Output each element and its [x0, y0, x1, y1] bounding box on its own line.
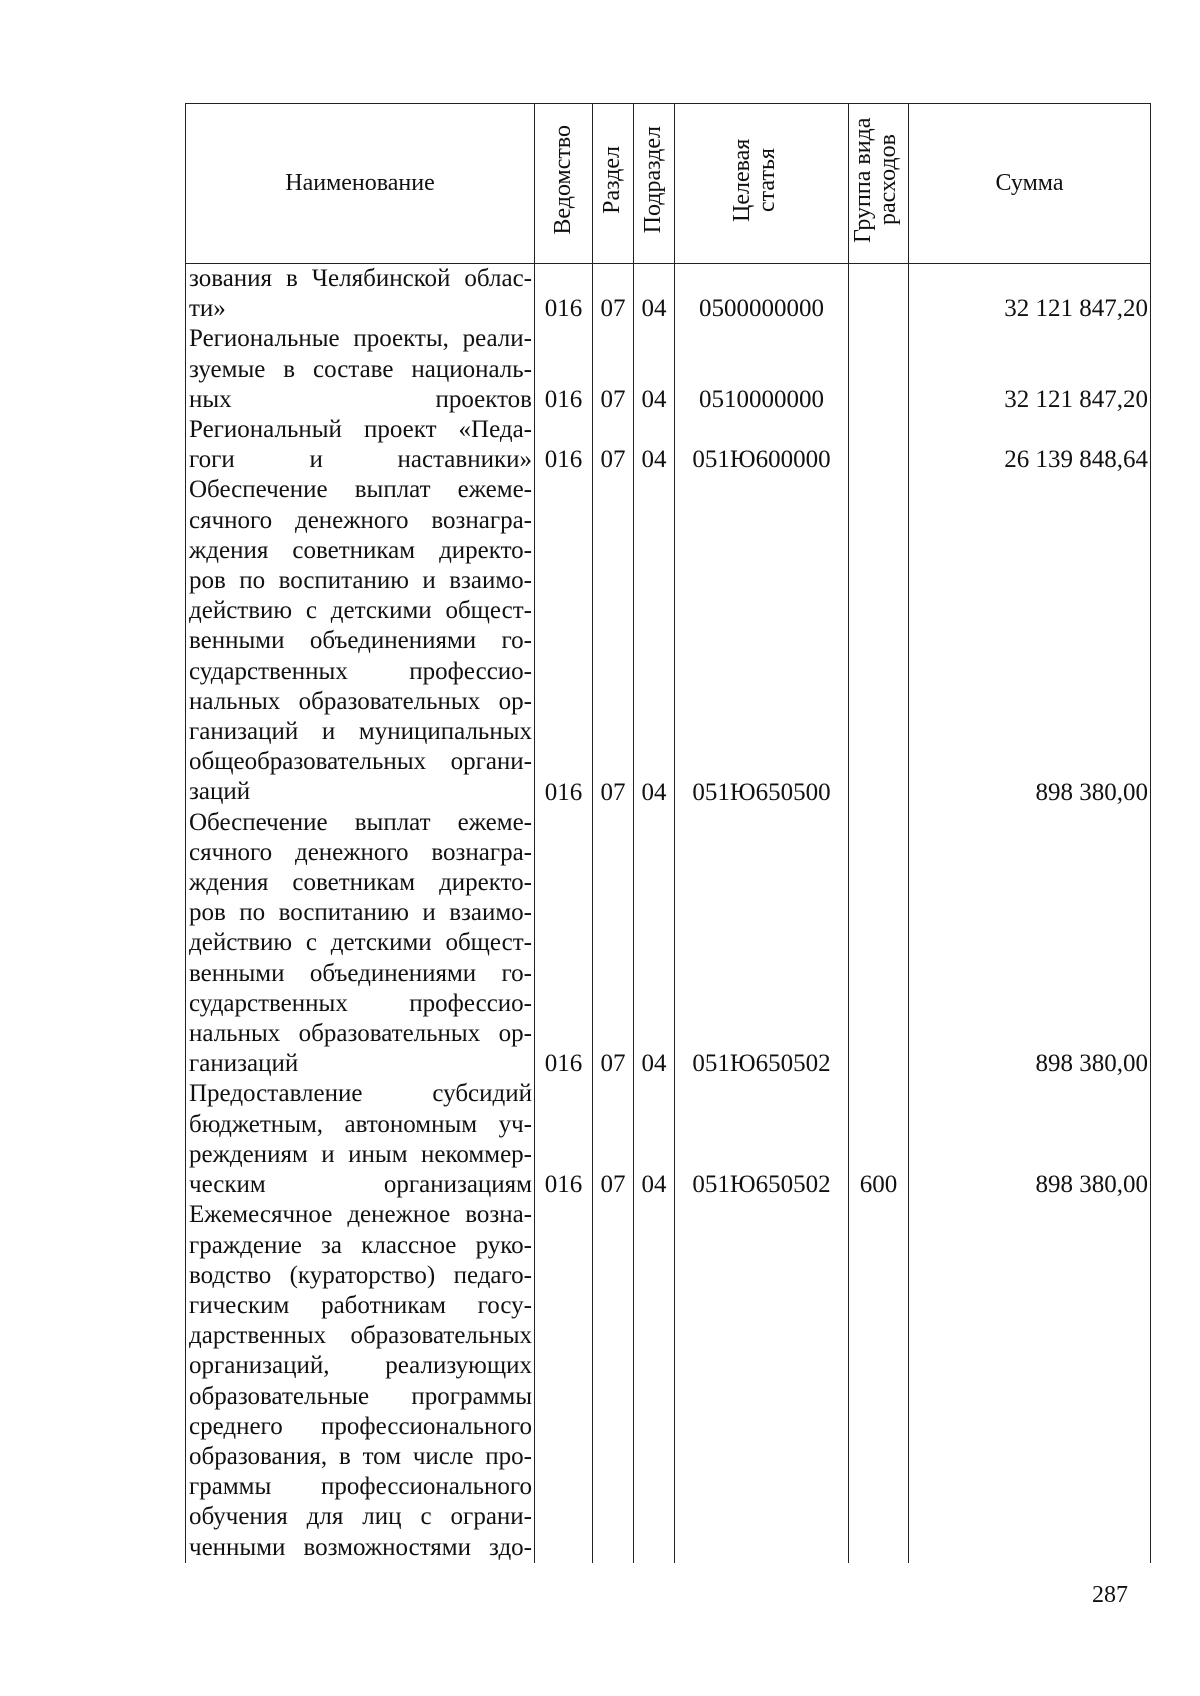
row-expense-group — [849, 475, 909, 807]
row-name: Ежемесячное денежное возна-граждение за классное руко-водство (кураторство) педаго-гическим работникам госу-дарственных образовательных организаций, реализующих образовательные программы среднего профессионального образования, в том числе про-граммы профессионального обучения для лиц с ограни-ченными возможностями здо- — [186, 1200, 535, 1562]
header-subsection: Подраздел — [634, 104, 675, 264]
table-row — [186, 808, 1151, 1080]
row-target-article: 0500000000 — [675, 264, 849, 325]
row-subsection: 04 — [634, 324, 675, 415]
row-subsection: 04 — [634, 808, 675, 1080]
row-name: Региональный проект «Педа-гоги и наставники» — [186, 415, 535, 475]
row-expense-group — [849, 415, 909, 475]
row-section: 07 — [593, 1079, 634, 1200]
page-number: 287 — [1092, 1582, 1128, 1608]
row-subsection: 04 — [634, 415, 675, 475]
row-expense-group — [849, 324, 909, 415]
row-section: 07 — [593, 324, 634, 415]
header-department: Ведомство — [535, 104, 593, 264]
row-name: Региональные проекты, реали-зуемые в составе националь-ных проектов — [186, 324, 535, 415]
row-department: 016 — [535, 1079, 593, 1200]
header-amount: Сумма — [909, 104, 1151, 264]
row-department: 016 — [535, 264, 593, 325]
row-amount: 898 380,00 — [909, 808, 1151, 1080]
row-department: 016 — [535, 475, 593, 807]
header-target-article: Целевая статья — [675, 104, 849, 264]
header-section: Раздел — [593, 104, 634, 264]
row-section: 07 — [593, 808, 634, 1080]
row-target-article: 051Ю650502 — [675, 1079, 849, 1200]
row-expense-group: 600 — [849, 1079, 909, 1200]
row-subsection: 04 — [634, 1079, 675, 1200]
row-amount — [909, 1200, 1151, 1562]
row-target-article: 051Ю600000 — [675, 415, 849, 475]
row-section — [593, 1200, 634, 1562]
row-amount: 898 380,00 — [909, 475, 1151, 807]
row-amount: 26 139 848,64 — [909, 415, 1151, 475]
row-section: 07 — [593, 475, 634, 807]
row-expense-group — [849, 808, 909, 1080]
row-department: 016 — [535, 415, 593, 475]
row-name: Предоставление субсидий бюджетным, автономным уч-реждениям и иным некоммер-ческим организациям — [186, 1079, 535, 1200]
table-row — [186, 475, 1151, 807]
row-subsection: 04 — [634, 264, 675, 325]
row-name: Обеспечение выплат ежеме-сячного денежного вознагра-ждения советникам директо-ров по воспитанию и взаимо-действию с детскими общест-венными объединениями го-сударственных профессио-нальных образовательных ор-ганизаций и муниципальных общеобразовательных органи-заций — [186, 475, 535, 807]
row-section: 07 — [593, 415, 634, 475]
row-name: Обеспечение выплат ежеме-сячного денежного вознагра-ждения советникам директо-ров по воспитанию и взаимо-действию с детскими общест-венными объединениями го-сударственных профессио-нальных образовательных ор-ганизаций — [186, 808, 535, 1080]
header-name: Наименование — [186, 104, 535, 264]
header-expense-group: Группа вида расходов — [849, 104, 909, 264]
row-name: зования в Челябинской облас-ти» — [186, 264, 535, 325]
table-row — [186, 415, 1151, 475]
row-department: 016 — [535, 808, 593, 1080]
row-department — [535, 1200, 593, 1562]
row-target-article: 0510000000 — [675, 324, 849, 415]
table-row — [186, 1079, 1151, 1200]
table-row — [186, 264, 1151, 325]
row-subsection: 04 — [634, 475, 675, 807]
row-expense-group — [849, 264, 909, 325]
row-expense-group — [849, 1200, 909, 1562]
row-target-article — [675, 1200, 849, 1562]
row-department: 016 — [535, 324, 593, 415]
row-target-article: 051Ю650500 — [675, 475, 849, 807]
row-section: 07 — [593, 264, 634, 325]
table-row — [186, 324, 1151, 415]
header-row — [186, 104, 1151, 264]
row-subsection — [634, 1200, 675, 1562]
row-target-article: 051Ю650502 — [675, 808, 849, 1080]
table-row — [186, 1200, 1151, 1562]
row-amount: 32 121 847,20 — [909, 264, 1151, 325]
table-body — [186, 264, 1151, 1563]
table-header — [186, 104, 1151, 264]
row-amount: 898 380,00 — [909, 1079, 1151, 1200]
row-amount: 32 121 847,20 — [909, 324, 1151, 415]
budget-table — [185, 103, 1151, 1563]
